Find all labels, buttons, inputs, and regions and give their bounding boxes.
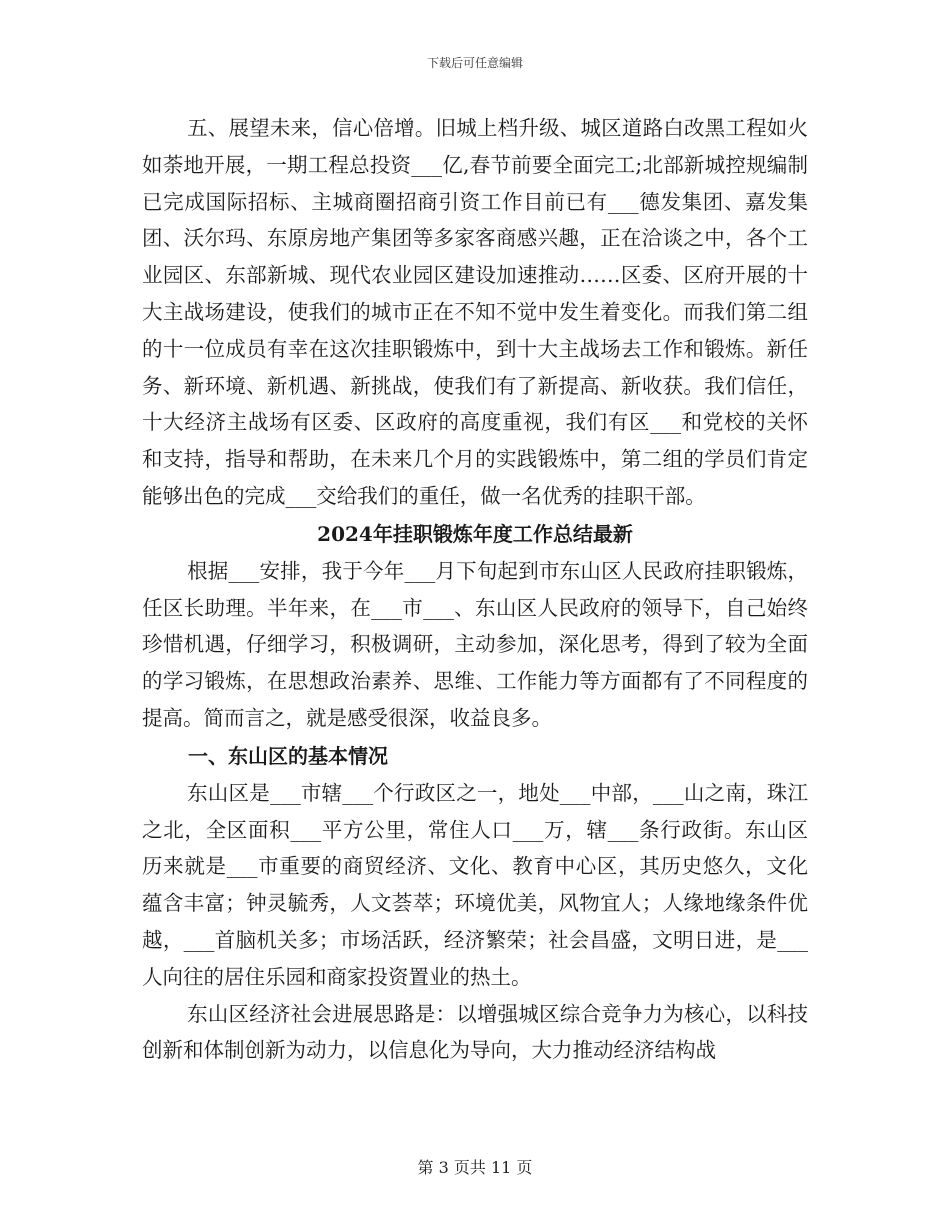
page-number: 第 3 页共 11 页 [417,1158,533,1177]
paragraph-intro: 根据___安排，我于今年___月下旬起到市东山区人民政府挂职锻炼，任区长助理。半年来，在___市___、东山区人民政府的领导下，自己始终珍惜机遇，仔细学习，积极调研，主动参加，深化思考，得到了较为全面的学习锻炼，在思想政治素养、思维、工作能力等方面都有了不同程度的提高。简而言之，就是感受很深，收益良多。 [142,558,808,730]
paragraph-outlook: 五、展望未来，信心倍增。旧城上档升级、城区道路白改黑工程如火如荼地开展，一期工程总投资___亿,春节前要全面完工;北部新城控规编制已完成国际招标、主城商圈招商引资工作目前已有___德发集团、嘉发集团、沃尔玛、东原房地产集团等多家客商感兴趣，正在洽谈之中，各个工业园区、东部新城、现代农业园区建设加速推动……区委、区府开展的十大主战场建设，使我们的城市正在不知不觉中发生着变化。而我们第二组的十一位成员有幸在这次挂职锻炼中，到十大主战场去工作和锻炼。新任务、新环境、新机遇、新挑战，使我们有了新提高、新收获。我们信任，十大经济主战场有区委、区政府的高度重视，我们有区___和党校的关怀和支持，指导和帮助，在未来几个月的实践锻炼中，第二组的学员们肯定能够出色的完成___交给我们的重任，做一名优秀的挂职干部。 [142,116,808,508]
document-body [142,110,808,1069]
page-header: 下载后可任意编辑 [426,56,523,70]
paragraph-district-overview: 东山区是___市辖___个行政区之一，地处___中部，___山之南，珠江之北，全区面积___平方公里，常住人口___万，辖___条行政街。东山区历来就是___市重要的商贸经济、文化、教育中心区，其历史悠久，文化蕴含丰富；钟灵毓秀，人文荟萃；环境优美，风物宜人；人缘地缘条件优越，___首脑机关多；市场活跃，经济繁荣；社会昌盛，文明日进，是___人向往的居住乐园和商家投资置业的热土。 [142,780,808,989]
document-title: 2024年挂职锻炼年度工作总结最新 [317,521,633,546]
section-heading-basic-situation: 一、东山区的基本情况 [188,743,388,768]
paragraph-development-strategy: 东山区经济社会进展思路是：以增强城区综合竞争力为核心，以科技创新和体制创新为动力，以信息化为导向，大力推动经济结构战 [142,1001,808,1063]
